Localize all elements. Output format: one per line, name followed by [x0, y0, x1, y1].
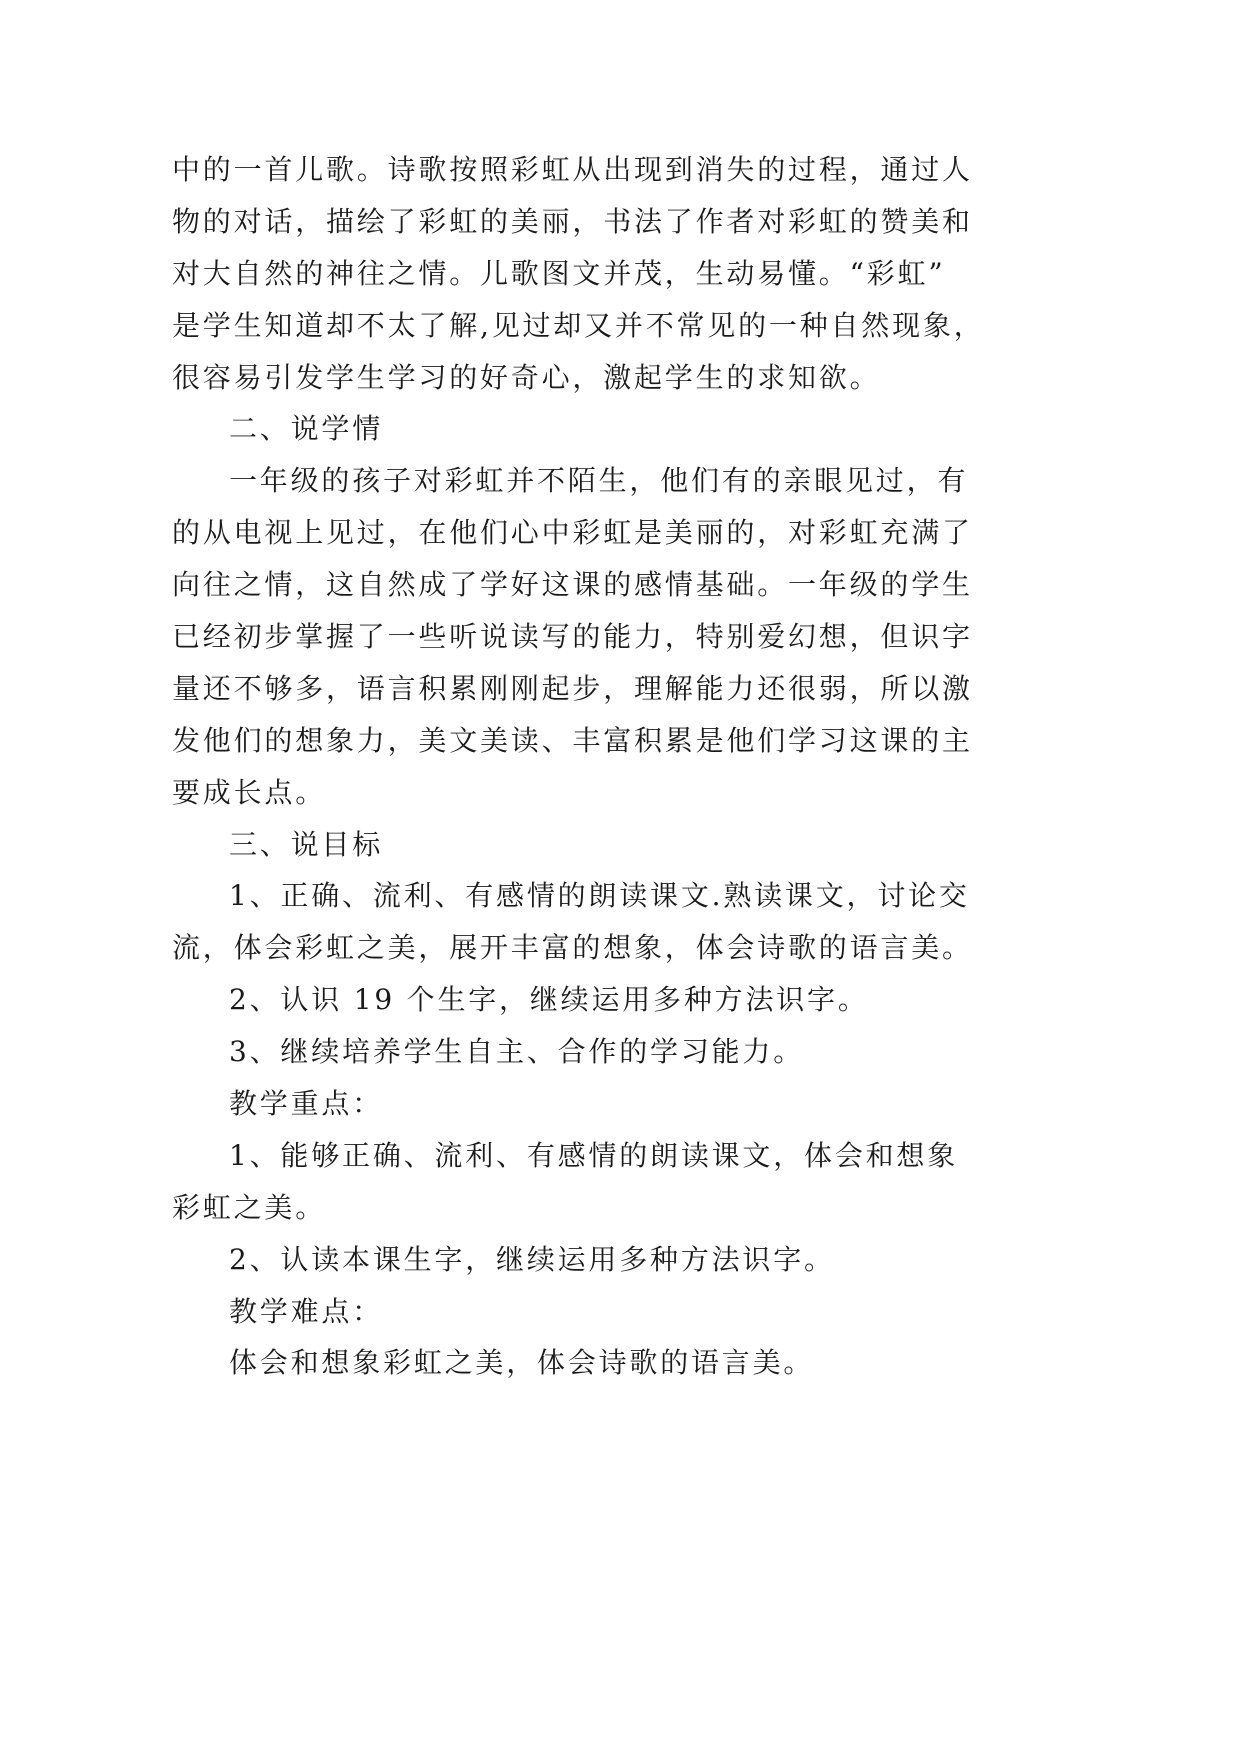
- text-line: 对大自然的神往之情。儿歌图文并茂，生动易懂。“彩虹”: [172, 256, 946, 290]
- text-line: 中的一首儿歌。诗歌按照彩虹从出现到消失的过程，通过人: [172, 153, 973, 186]
- document-body: [172, 144, 985, 1389]
- text-line: 一年级的孩子对彩虹并不陌生，他们有的亲眼见过，有: [229, 464, 969, 498]
- text-line: 3、继续培养学生自主、合作的学习能力。: [229, 1035, 805, 1069]
- section-heading-learning-situation: 二、说学情: [229, 412, 384, 446]
- text-line: 流，体会彩虹之美，展开丰富的想象，体会诗歌的语言美。: [172, 931, 973, 965]
- text-line: 要成长点。: [172, 775, 327, 809]
- text-line: 向往之情，这自然成了学好这课的感情基础。一年级的学生: [172, 568, 973, 602]
- text-line: 已经初步掌握了一些听说读写的能力，特别爱幻想，但识字: [172, 620, 973, 654]
- text-line: 体会和想象彩虹之美，体会诗歌的语言美。: [229, 1346, 815, 1380]
- text-line: 2、认识 19 个生字，继续运用多种方法识字。: [229, 983, 869, 1017]
- text-line: 物的对话，描绘了彩虹的美丽，书法了作者对彩虹的赞美和: [172, 204, 973, 238]
- section-heading-objectives: 三、说目标: [229, 827, 384, 861]
- text-line: 很容易引发学生学习的好奇心，激起学生的求知欲。: [172, 360, 881, 394]
- text-line: 量还不够多，语言积累刚刚起步，理解能力还很弱，所以激: [172, 671, 973, 705]
- section-heading-teaching-difficulty: 教学难点：: [229, 1294, 384, 1328]
- text-line: 1、正确、流利、有感情的朗读课文.熟读课文，讨论交: [229, 879, 970, 913]
- text-line: 发他们的想象力，美文美读、丰富积累是他们学习这课的主: [172, 723, 973, 757]
- text-line: 彩虹之美。: [172, 1190, 327, 1224]
- section-heading-teaching-focus: 教学重点：: [229, 1087, 384, 1121]
- text-line: 2、认读本课生字，继续运用多种方法识字。: [229, 1242, 835, 1276]
- text-line: 1、能够正确、流利、有感情的朗读课文，体会和想象: [229, 1138, 959, 1172]
- text-line: 的从电视上见过，在他们心中彩虹是美丽的，对彩虹充满了: [172, 516, 973, 550]
- text-line: 是学生知道却不太了解,见过却又并不常见的一种自然现象，: [172, 308, 985, 342]
